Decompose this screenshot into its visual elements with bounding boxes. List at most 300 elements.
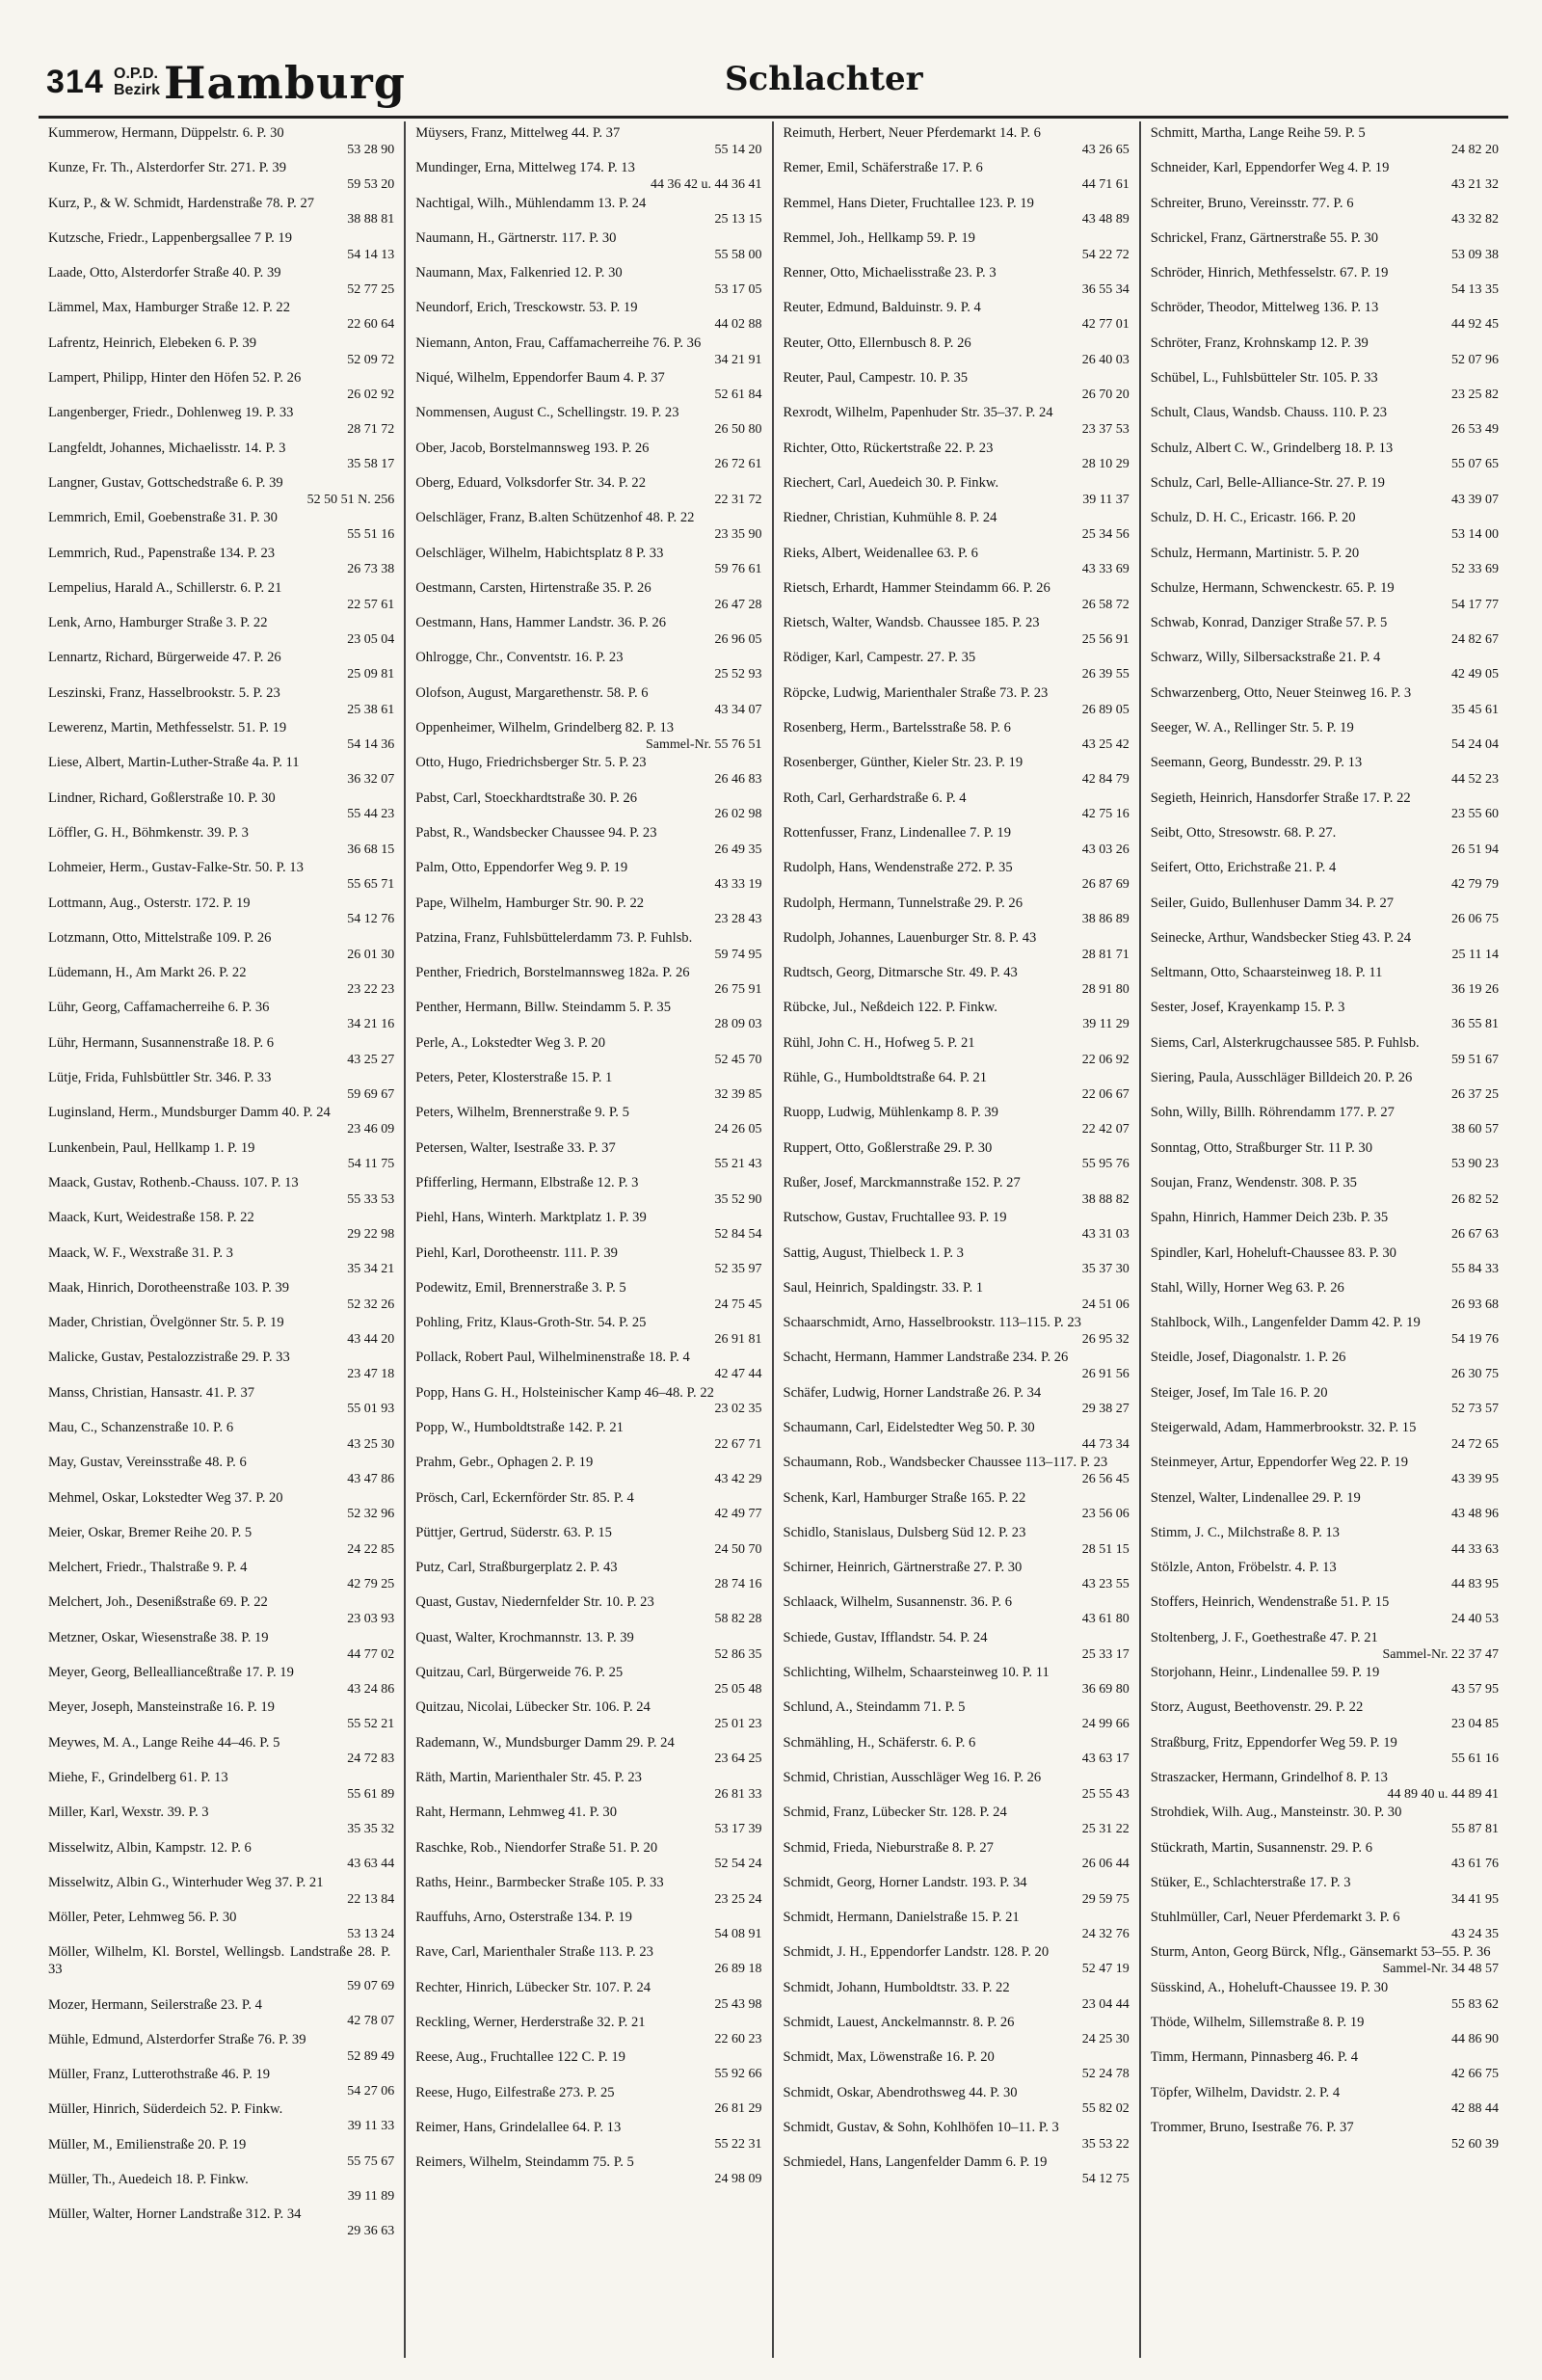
- entry-phone-number: 43 21 32: [1451, 177, 1499, 193]
- entry-phone-number: 26 73 38: [347, 562, 395, 577]
- directory-entry: [1151, 1630, 1499, 1663]
- entry-name-address: Lotzmann, Otto, Mittelstraße 109. P. 26: [48, 929, 272, 946]
- entry-name-address: Schmid, Christian, Ausschläger Weg 16. P. 26: [783, 1769, 1042, 1785]
- entry-phone-number: 55 84 33: [1451, 1262, 1499, 1277]
- entry-phone-number: 26 56 45: [1081, 1472, 1130, 1487]
- entry-phone-number: 24 50 70: [714, 1541, 762, 1557]
- entry-name-address: Remmel, Joh., Hellkamp 59. P. 19: [783, 229, 975, 246]
- directory-entry: [48, 1315, 394, 1348]
- directory-entry: [784, 1560, 1130, 1592]
- directory-entry: [1151, 370, 1499, 403]
- directory-entry: [1151, 405, 1499, 438]
- entry-phone-number: 23 35 90: [714, 527, 762, 543]
- directory-entry: [48, 1105, 394, 1137]
- entry-name-address: Reuter, Otto, Ellernbusch 8. P. 26: [783, 334, 971, 351]
- entry-name-address: Strohdiek, Wilh. Aug., Mansteinstr. 30. P. 30: [1150, 1805, 1402, 1821]
- directory-entry: [784, 1140, 1130, 1173]
- entry-name-address: Malicke, Gustav, Pestalozzistraße 29. P. 33: [48, 1350, 290, 1366]
- entry-name-address: Schmiedel, Hans, Langenfelder Damm 6. P. 19: [783, 2154, 1048, 2171]
- entry-phone-number: 43 48 96: [1451, 1507, 1499, 1522]
- entry-phone-number: 58 82 28: [714, 1612, 762, 1627]
- directory-entry: [48, 1805, 394, 1837]
- directory-entry: [784, 615, 1130, 648]
- directory-entry: [48, 755, 394, 788]
- directory-entry: [784, 1980, 1130, 2013]
- entry-phone-number: 25 33 17: [1081, 1646, 1130, 1662]
- directory-entry: [415, 615, 761, 648]
- directory-column-1: [39, 121, 406, 2358]
- entry-name-address: Kunze, Fr. Th., Alsterdorfer Str. 271. P. 39: [48, 160, 287, 176]
- entry-name-address: Raschke, Rob., Niendorfer Straße 51. P. 20: [415, 1839, 658, 1856]
- entry-name-address: Ruopp, Ludwig, Mühlenkamp 8. P. 39: [783, 1105, 998, 1121]
- entry-name-address: Stahlbock, Wilh., Langenfelder Damm 42. P. 19: [1150, 1315, 1421, 1331]
- entry-phone-number: 24 32 76: [1081, 1926, 1130, 1941]
- directory-entry: [48, 825, 394, 858]
- directory-entry: [48, 965, 394, 998]
- directory-entry: [415, 1735, 761, 1768]
- entry-phone-number: 44 33 63: [1451, 1541, 1499, 1557]
- directory-entry: [415, 1980, 761, 2013]
- directory-entry: [415, 2154, 761, 2187]
- entry-phone-number: 25 34 56: [1081, 527, 1130, 543]
- entry-name-address: Quast, Gustav, Niedernfelder Str. 10. P. 23: [415, 1594, 654, 1611]
- directory-entry: [415, 1070, 761, 1103]
- entry-name-address: Schröder, Theodor, Mittelweg 136. P. 13: [1150, 300, 1379, 316]
- entry-phone-number: 43 63 44: [347, 1857, 395, 1872]
- entry-phone-number: 26 06 44: [1081, 1857, 1130, 1872]
- entry-phone-number: 43 25 42: [1081, 736, 1130, 752]
- entry-phone-number: 54 08 91: [714, 1926, 762, 1941]
- directory-entry: [784, 1000, 1130, 1032]
- entry-name-address: Schübel, L., Fuhlsbütteler Str. 105. P. 33: [1150, 370, 1378, 387]
- entry-name-address: Schaarschmidt, Arno, Hasselbrookstr. 113–115. P. 23: [783, 1315, 1081, 1331]
- directory-entry: [1151, 1280, 1499, 1313]
- directory-entry: [784, 1105, 1130, 1137]
- entry-name-address: Ober, Jacob, Borstelmannsweg 193. P. 26: [415, 440, 650, 456]
- directory-entry: [415, 1490, 761, 1523]
- directory-entry: [1151, 160, 1499, 193]
- entry-name-address: Rechter, Hinrich, Lübecker Str. 107. P. 24: [415, 1979, 651, 1995]
- entry-phone-number: 29 59 75: [1081, 1891, 1130, 1907]
- entry-phone-number: 22 57 61: [347, 597, 395, 612]
- entry-phone-number: 52 24 78: [1081, 2067, 1130, 2082]
- entry-phone-number: 23 55 60: [1451, 807, 1499, 822]
- entry-phone-number: 52 61 84: [714, 387, 762, 402]
- entry-name-address: Rußer, Josef, Marckmannstraße 152. P. 27: [783, 1174, 1021, 1190]
- entry-name-address: Müller, Hinrich, Süderdeich 52. P. Finkw.: [48, 2101, 283, 2118]
- directory-entry: [415, 1175, 761, 1208]
- entry-phone-number: 22 67 71: [714, 1436, 762, 1452]
- entry-name-address: Raths, Heinr., Barmbecker Straße 105. P. 33: [415, 1874, 664, 1890]
- entry-name-address: Seeger, W. A., Rellinger Str. 5. P. 19: [1150, 720, 1354, 736]
- directory-entry: [1151, 1840, 1499, 1873]
- directory-column-3: [774, 121, 1141, 2358]
- entry-name-address: Melchert, Joh., Desenißstraße 69. P. 22: [48, 1594, 268, 1611]
- directory-entry: [48, 930, 394, 963]
- directory-entry: [784, 441, 1130, 473]
- entry-phone-number: 28 10 29: [1081, 457, 1130, 472]
- directory-entry: [48, 196, 394, 228]
- directory-entry: [784, 125, 1130, 158]
- directory-entry: [415, 2120, 761, 2153]
- directory-entry: [415, 370, 761, 403]
- entry-name-address: Manss, Christian, Hansastr. 41. P. 37: [48, 1384, 255, 1401]
- entry-name-address: Müysers, Franz, Mittelweg 44. P. 37: [415, 125, 621, 141]
- entry-name-address: Maack, Gustav, Rothenb.-Chauss. 107. P. 13: [48, 1174, 299, 1190]
- entry-phone-number: 25 31 22: [1081, 1822, 1130, 1837]
- entry-name-address: Lunkenbein, Paul, Hellkamp 1. P. 19: [48, 1139, 255, 1156]
- entry-phone-number: 42 49 05: [1451, 667, 1499, 682]
- directory-entry: [48, 1455, 394, 1487]
- entry-phone-number: 44 77 02: [347, 1646, 395, 1662]
- directory-entry: [415, 300, 761, 333]
- entry-name-address: Lemmrich, Emil, Goebenstraße 31. P. 30: [48, 510, 278, 526]
- entry-name-address: Mundinger, Erna, Mittelweg 174. P. 13: [415, 160, 635, 176]
- directory-entry: [415, 2015, 761, 2047]
- entry-name-address: Lohmeier, Herm., Gustav-Falke-Str. 50. P. 13: [48, 860, 304, 876]
- entry-name-address: Seltmann, Otto, Schaarsteinweg 18. P. 11: [1150, 965, 1383, 981]
- entry-name-address: Podewitz, Emil, Brennerstraße 3. P. 5: [415, 1279, 626, 1296]
- entry-name-address: Piehl, Hans, Winterh. Marktplatz 1. P. 39: [415, 1210, 647, 1226]
- entry-phone-number: 43 32 82: [1451, 212, 1499, 227]
- entry-name-address: Segieth, Heinrich, Hansdorfer Straße 17. P. 22: [1150, 789, 1411, 806]
- entry-phone-number: 54 19 76: [1451, 1331, 1499, 1347]
- entry-phone-number: 54 14 13: [347, 247, 395, 262]
- entry-phone-number: 52 09 72: [347, 352, 395, 367]
- entry-phone-number: 42 78 07: [347, 2014, 395, 2029]
- entry-phone-number: 52 73 57: [1451, 1402, 1499, 1417]
- entry-phone-number: 42 75 16: [1081, 807, 1130, 822]
- directory-entry: [1151, 1490, 1499, 1523]
- entry-phone-number: 52 50 51 N. 256: [306, 492, 395, 507]
- entry-phone-number: 42 88 44: [1451, 2101, 1499, 2117]
- directory-entry: [784, 1385, 1130, 1418]
- entry-phone-number: 43 39 95: [1451, 1472, 1499, 1487]
- entry-name-address: Schröder, Hinrich, Methfesselstr. 67. P. 19: [1150, 265, 1389, 281]
- entry-name-address: Siering, Paula, Ausschläger Billdeich 20. P. 26: [1150, 1070, 1413, 1086]
- entry-phone-number: 55 21 43: [714, 1157, 762, 1172]
- entry-name-address: Oelschläger, Franz, B.alten Schützenhof 48. P. 22: [415, 510, 695, 526]
- directory-entry: [1151, 790, 1499, 823]
- entry-name-address: Leszinski, Franz, Hasselbrookstr. 5. P. 23: [48, 684, 280, 701]
- entry-name-address: Meywes, M. A., Lange Reihe 44–46. P. 5: [48, 1734, 280, 1751]
- entry-phone-number: 42 79 79: [1451, 877, 1499, 893]
- directory-entry: [48, 580, 394, 613]
- entry-phone-number: 23 02 35: [714, 1402, 762, 1417]
- entry-name-address: Lampert, Philipp, Hinter den Höfen 52. P. 26: [48, 370, 302, 387]
- directory-entry: [1151, 580, 1499, 613]
- entry-phone-number: 26 91 81: [714, 1331, 762, 1347]
- directory-entry: [1151, 1105, 1499, 1137]
- entry-phone-number: 23 04 44: [1081, 1996, 1130, 2012]
- entry-phone-number: 44 02 88: [714, 317, 762, 333]
- directory-entry: [1151, 2015, 1499, 2047]
- entry-name-address: Putz, Carl, Straßburgerplatz 2. P. 43: [415, 1560, 618, 1576]
- entry-name-address: Steinmeyer, Artur, Eppendorfer Weg 22. P. 19: [1150, 1455, 1409, 1471]
- entry-phone-number: 26 70 20: [1081, 387, 1130, 402]
- entry-phone-number: 42 84 79: [1081, 772, 1130, 788]
- directory-entry: [415, 1910, 761, 1942]
- directory-entry: [1151, 1980, 1499, 2013]
- entry-phone-number: 43 34 07: [714, 702, 762, 717]
- entry-phone-number: 55 33 53: [347, 1191, 395, 1207]
- entry-phone-number: 23 64 25: [714, 1752, 762, 1767]
- entry-name-address: Seemann, Georg, Bundesstr. 29. P. 13: [1150, 755, 1363, 771]
- entry-phone-number: 55 44 23: [347, 807, 395, 822]
- directory-entry: [784, 546, 1130, 578]
- entry-phone-number: 23 37 53: [1081, 422, 1130, 438]
- entry-phone-number: 22 06 92: [1081, 1052, 1130, 1067]
- entry-phone-number: 42 77 01: [1081, 317, 1130, 333]
- entry-name-address: Timm, Hermann, Pinnasberg 46. P. 4: [1150, 2049, 1359, 2066]
- entry-name-address: Storjohann, Heinr., Lindenallee 59. P. 19: [1150, 1665, 1380, 1681]
- entry-phone-number: 55 01 93: [347, 1402, 395, 1417]
- directory-entry: [415, 441, 761, 473]
- entry-phone-number: 26 93 68: [1451, 1297, 1499, 1312]
- directory-entry: [784, 1175, 1130, 1208]
- entry-phone-number: 26 95 32: [1081, 1331, 1130, 1347]
- entry-name-address: Raht, Hermann, Lehmweg 41. P. 30: [415, 1805, 617, 1821]
- entry-phone-number: 44 71 61: [1081, 177, 1130, 193]
- entry-phone-number: 42 49 77: [714, 1507, 762, 1522]
- entry-phone-number: 55 83 62: [1451, 1996, 1499, 2012]
- entry-name-address: Patzina, Franz, Fuhlsbüttelerdamm 73. P. Fuhlsb.: [415, 929, 693, 946]
- entry-name-address: Misselwitz, Albin, Kampstr. 12. P. 6: [48, 1839, 252, 1856]
- entry-name-address: Luginsland, Herm., Mundsburger Damm 40. P. 24: [48, 1105, 331, 1121]
- entry-name-address: Miehe, F., Grindelberg 61. P. 13: [48, 1769, 228, 1785]
- directory-entry: [784, 475, 1130, 508]
- directory-entry: [48, 1910, 394, 1942]
- entry-name-address: Schidlo, Stanislaus, Dulsberg Süd 12. P. 23: [783, 1524, 1026, 1540]
- entry-name-address: Oestmann, Carsten, Hirtenstraße 35. P. 26: [415, 579, 651, 596]
- entry-name-address: Pfifferling, Hermann, Elbstraße 12. P. 3: [415, 1174, 639, 1190]
- entry-phone-number: 52 35 97: [714, 1262, 762, 1277]
- entry-phone-number: 52 47 19: [1081, 1962, 1130, 1977]
- directory-entry: [48, 1699, 394, 1732]
- entry-phone-number: 26 39 55: [1081, 667, 1130, 682]
- entry-phone-number: 55 87 81: [1451, 1822, 1499, 1837]
- entry-name-address: Rödiger, Karl, Campestr. 27. P. 35: [783, 650, 976, 666]
- entry-phone-number: 26 50 80: [714, 422, 762, 438]
- directory-entry: [48, 2067, 394, 2099]
- entry-name-address: Sturm, Anton, Georg Bürck, Nflg., Gänsemarkt 53–55. P. 36: [1150, 1944, 1491, 1961]
- entry-name-address: Seifert, Otto, Erichstraße 21. P. 4: [1150, 860, 1337, 876]
- entry-name-address: Thöde, Wilhelm, Sillemstraße 8. P. 19: [1150, 2015, 1365, 2031]
- directory-entry: [784, 370, 1130, 403]
- entry-phone-number: 52 32 96: [347, 1507, 395, 1522]
- directory-entry: [784, 160, 1130, 193]
- entry-name-address: Pape, Wilhelm, Hamburger Str. 90. P. 22: [415, 895, 645, 911]
- directory-entry: [784, 1735, 1130, 1768]
- entry-phone-number: 36 55 34: [1081, 281, 1130, 297]
- directory-entry: [415, 510, 761, 543]
- entry-name-address: Rademann, W., Mundsburger Damm 29. P. 24: [415, 1734, 675, 1751]
- entry-phone-number: 52 60 39: [1451, 2136, 1499, 2152]
- directory-entry: [1151, 196, 1499, 228]
- entry-name-address: Lütje, Frida, Fuhlsbüttler Str. 346. P. 33: [48, 1070, 272, 1086]
- entry-name-address: Seinecke, Arthur, Wandsbecker Stieg 43. P. 24: [1150, 929, 1412, 946]
- entry-phone-number: 29 36 63: [347, 2224, 395, 2239]
- directory-entry: [415, 2049, 761, 2082]
- entry-name-address: Rutschow, Gustav, Fruchtallee 93. P. 19: [783, 1210, 1007, 1226]
- entry-name-address: Schulz, Albert C. W., Grindelberg 18. P. 13: [1150, 440, 1394, 456]
- entry-name-address: Langner, Gustav, Gottschedstraße 6. P. 39: [48, 474, 283, 491]
- entry-phone-number: 29 38 27: [1081, 1402, 1130, 1417]
- entry-name-address: Metzner, Oskar, Wiesenstraße 38. P. 19: [48, 1629, 269, 1645]
- entry-phone-number: 44 83 95: [1451, 1576, 1499, 1591]
- entry-name-address: Schreiter, Bruno, Vereinsstr. 77. P. 6: [1150, 195, 1354, 211]
- directory-entry: [1151, 475, 1499, 508]
- entry-phone-number: 55 52 21: [347, 1717, 395, 1732]
- city-title: Hamburg: [164, 57, 406, 109]
- directory-entry: [415, 755, 761, 788]
- entry-name-address: Ohlrogge, Chr., Conventstr. 16. P. 23: [415, 650, 624, 666]
- entry-phone-number: 35 53 22: [1081, 2136, 1130, 2152]
- entry-phone-number: 23 25 82: [1451, 387, 1499, 402]
- entry-name-address: Reckling, Werner, Herderstraße 32. P. 21: [415, 2015, 646, 2031]
- entry-phone-number: 26 37 25: [1451, 1086, 1499, 1102]
- entry-name-address: Schneider, Karl, Eppendorfer Weg 4. P. 19: [1150, 160, 1390, 176]
- district-label: [114, 66, 160, 98]
- entry-name-address: Mozer, Hermann, Seilerstraße 23. P. 4: [48, 1996, 262, 2013]
- entry-phone-number: 28 81 71: [1081, 947, 1130, 962]
- entry-name-address: Schwarzenberg, Otto, Neuer Steinweg 16. P. 3: [1150, 684, 1412, 701]
- entry-name-address: Schenk, Karl, Hamburger Straße 165. P. 22: [783, 1489, 1026, 1506]
- entry-phone-number: 25 05 48: [714, 1681, 762, 1697]
- entry-name-address: Schmid, Frieda, Nieburstraße 8. P. 27: [783, 1839, 994, 1856]
- directory-entry: [48, 546, 394, 578]
- directory-entry: [784, 650, 1130, 682]
- entry-phone-number: 43 26 65: [1081, 142, 1130, 157]
- entry-phone-number: 44 36 42 u. 44 36 41: [651, 177, 762, 193]
- entry-name-address: Rudolph, Hermann, Tunnelstraße 29. P. 26: [783, 895, 1023, 911]
- entry-phone-number: 43 63 17: [1081, 1752, 1130, 1767]
- directory-entry: [784, 265, 1130, 298]
- directory-entry: [784, 1525, 1130, 1558]
- entry-name-address: Reimuth, Herbert, Neuer Pferdemarkt 14. P. 6: [783, 125, 1041, 141]
- entry-name-address: Püttjer, Gertrud, Süderstr. 63. P. 15: [415, 1524, 612, 1540]
- entry-name-address: Seiler, Guido, Bullenhuser Damm 34. P. 27: [1150, 895, 1395, 911]
- entry-name-address: Möller, Wilhelm, Kl. Borstel, Wellingsb. Landstraße 28. P. 33: [48, 1944, 391, 1978]
- entry-phone-number: 25 52 93: [714, 667, 762, 682]
- entry-name-address: Rübcke, Jul., Neßdeich 122. P. Finkw.: [783, 1000, 997, 1016]
- entry-name-address: Schacht, Hermann, Hammer Landstraße 234. P. 26: [783, 1350, 1069, 1366]
- directory-entry: [1151, 1175, 1499, 1208]
- directory-entry: [415, 1105, 761, 1137]
- entry-phone-number: 43 25 30: [347, 1436, 395, 1452]
- entry-name-address: Schulze, Hermann, Schwenckestr. 65. P. 19: [1150, 579, 1395, 596]
- entry-phone-number: 39 11 89: [347, 2188, 395, 2204]
- directory-entry: [784, 1840, 1130, 1873]
- directory-entry: [415, 1560, 761, 1592]
- entry-name-address: Oppenheimer, Wilhelm, Grindelberg 82. P. 13: [415, 720, 675, 736]
- entry-name-address: Storz, August, Beethovenstr. 29. P. 22: [1150, 1699, 1364, 1716]
- directory-entry: [784, 685, 1130, 718]
- section-title: Schlachter: [725, 60, 923, 98]
- entry-phone-number: 38 88 81: [347, 212, 395, 227]
- directory-entry: [48, 370, 394, 403]
- entry-phone-number: 54 11 75: [347, 1157, 395, 1172]
- entry-phone-number: 24 25 30: [1081, 2031, 1130, 2046]
- entry-name-address: Saul, Heinrich, Spaldingstr. 33. P. 1: [783, 1279, 984, 1296]
- entry-phone-number: 52 86 35: [714, 1646, 762, 1662]
- entry-phone-number: 25 11 14: [1451, 947, 1499, 962]
- directory-entry: [48, 405, 394, 438]
- directory-entry: [784, 1350, 1130, 1382]
- entry-phone-number: 54 13 35: [1451, 281, 1499, 297]
- directory-entry: [415, 1000, 761, 1032]
- entry-phone-number: 24 75 45: [714, 1297, 762, 1312]
- entry-name-address: Schaumann, Rob., Wandsbecker Chaussee 113–117. P. 23: [783, 1455, 1108, 1471]
- directory-entry: [48, 1420, 394, 1453]
- entry-phone-number: 36 32 07: [347, 772, 395, 788]
- entry-phone-number: 53 09 38: [1451, 247, 1499, 262]
- directory-entry: [784, 755, 1130, 788]
- bezirk-label: Bezirk: [114, 82, 161, 98]
- entry-name-address: Kutzsche, Friedr., Lappenbergsallee 7 P. 19: [48, 229, 293, 246]
- directory-entry: [1151, 1315, 1499, 1348]
- directory-entry: [1151, 1699, 1499, 1732]
- entry-phone-number: 22 60 64: [347, 317, 395, 333]
- entry-name-address: Rexrodt, Wilhelm, Papenhuder Str. 35–37. P. 24: [783, 405, 1053, 421]
- directory-entry: [415, 1140, 761, 1173]
- entry-phone-number: 25 01 23: [714, 1717, 762, 1732]
- entry-name-address: Niqué, Wilhelm, Eppendorfer Baum 4. P. 37: [415, 370, 665, 387]
- entry-name-address: Schulz, Carl, Belle-Alliance-Str. 27. P. 19: [1150, 474, 1385, 491]
- entry-phone-number: 55 65 71: [347, 877, 395, 893]
- entry-name-address: Steigerwald, Adam, Hammerbrookstr. 32. P. 15: [1150, 1419, 1417, 1435]
- entry-name-address: Misselwitz, Albin G., Winterhuder Weg 37. P. 21: [48, 1874, 324, 1890]
- directory-entry: [415, 1525, 761, 1558]
- entry-phone-number: 22 60 23: [714, 2031, 762, 2046]
- entry-phone-number: 26 47 28: [714, 597, 762, 612]
- entry-name-address: Rottenfusser, Franz, Lindenallee 7. P. 19: [783, 824, 1012, 841]
- entry-phone-number: 59 69 67: [347, 1086, 395, 1102]
- entry-phone-number: 28 74 16: [714, 1576, 762, 1591]
- directory-entry: [48, 860, 394, 893]
- entry-phone-number: 24 72 65: [1451, 1436, 1499, 1452]
- entry-phone-number: 35 52 90: [714, 1191, 762, 1207]
- entry-phone-number: 42 79 25: [347, 1576, 395, 1591]
- entry-name-address: Straßburg, Fritz, Eppendorfer Weg 59. P. 19: [1150, 1734, 1397, 1751]
- entry-phone-number: 28 71 72: [347, 422, 395, 438]
- directory-entry: [48, 1035, 394, 1068]
- directory-entry: [48, 300, 394, 333]
- entry-phone-number: 24 51 06: [1081, 1297, 1130, 1312]
- directory-entry: [1151, 510, 1499, 543]
- directory-entry: [784, 2049, 1130, 2082]
- entry-phone-number: 43 24 35: [1451, 1926, 1499, 1941]
- entry-phone-number: 26 02 92: [347, 387, 395, 402]
- directory-entry: [415, 1770, 761, 1803]
- entry-name-address: Perle, A., Lokstedter Weg 3. P. 20: [415, 1034, 606, 1051]
- directory-entry: [48, 2101, 394, 2134]
- entry-phone-number: 43 44 20: [347, 1331, 395, 1347]
- entry-name-address: Steiger, Josef, Im Tale 16. P. 20: [1150, 1384, 1328, 1401]
- entry-name-address: Meyer, Joseph, Mansteinstraße 16. P. 19: [48, 1699, 275, 1716]
- entry-phone-number: 26 01 30: [347, 947, 395, 962]
- entry-name-address: Lühr, Georg, Caffamacherreihe 6. P. 36: [48, 1000, 270, 1016]
- entry-name-address: Rietsch, Erhardt, Hammer Steindamm 66. P. 26: [783, 579, 1050, 596]
- entry-name-address: Kummerow, Hermann, Düppelstr. 6. P. 30: [48, 125, 284, 141]
- directory-entry: [784, 1280, 1130, 1313]
- directory-entry: [415, 1280, 761, 1313]
- entry-name-address: Reimers, Wilhelm, Steindamm 75. P. 5: [415, 2154, 634, 2171]
- entry-name-address: Lämmel, Max, Hamburger Straße 12. P. 22: [48, 300, 291, 316]
- entry-name-address: Reese, Aug., Fruchtallee 122 C. P. 19: [415, 2049, 625, 2066]
- entry-name-address: Meier, Oskar, Bremer Reihe 20. P. 5: [48, 1524, 253, 1540]
- directory-entry: [1151, 546, 1499, 578]
